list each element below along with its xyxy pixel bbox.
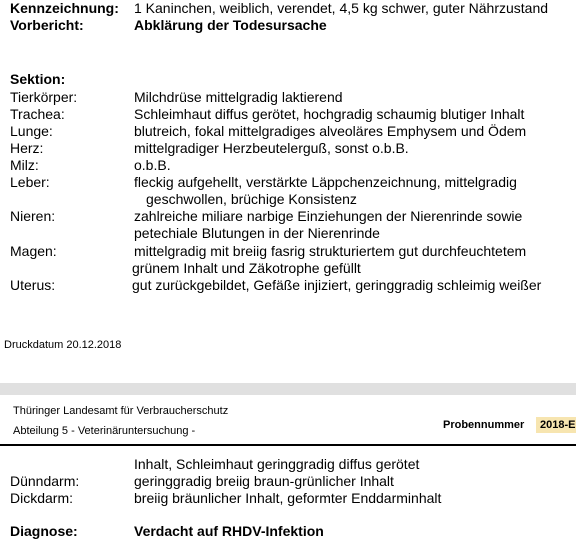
row-value-continued: grünem Inhalt und Zäkotrophe gefüllt (132, 260, 361, 276)
row-label: Tierkörper: (10, 89, 78, 105)
row-label: Milz: (10, 157, 39, 173)
row-label: Uterus: (10, 277, 56, 293)
row-value: mittelgradig mit breiig fasrig strukturiertem gut durchfeuchtetem (134, 243, 527, 259)
vorbericht-value: Abklärung der Todesursache (134, 17, 327, 33)
page-break (0, 383, 576, 395)
department-name: Abteilung 5 - Veterinäruntersuchung - (13, 425, 196, 437)
row-value: zahlreiche miliare narbige Einziehungen der Nierenrinde sowie (134, 208, 523, 224)
row-value: fleckig aufgehellt, verstärkte Läppchenzeichnung, mittelgradig (134, 174, 517, 190)
kennzeichnung-value: 1 Kaninchen, weiblich, verendet, 4,5 kg schwer, guter Nährzustand (134, 0, 549, 16)
row-label: Dickdarm: (10, 490, 74, 506)
vorbericht-label: Vorbericht: (10, 17, 84, 33)
row-value-continued: geschwollen, brüchige Konsistenz (146, 191, 357, 207)
row-value-continued: petechiale Blutungen in der Nierenrinde (134, 225, 380, 241)
row-value: geringgradig breiig braun-grünlicher Inhalt (134, 473, 394, 489)
sektion-title: Sektion: (10, 71, 66, 87)
row-label: Nieren: (10, 208, 56, 224)
kennzeichnung-label: Kennzeichnung: (10, 0, 119, 16)
row-label: Dünndarm: (10, 473, 80, 489)
probennummer-label: Probennummer (443, 419, 525, 431)
diagnose-value: Verdacht auf RHDV-Infektion (134, 523, 324, 539)
header-rule (0, 444, 576, 446)
row-value: Milchdrüse mittelgradig laktierend (134, 89, 343, 105)
row-label: Magen: (10, 243, 57, 259)
continued-text: Inhalt, Schleimhaut geringgradig diffus gerötet (134, 456, 420, 472)
row-label: Leber: (10, 174, 50, 190)
row-value: mittelgradiger Herzbeutelerguß, sonst o.b.B. (134, 140, 409, 156)
row-value: Schleimhaut diffus gerötet, hochgradig schaumig blutiger Inhalt (134, 106, 525, 122)
row-label: Lunge: (10, 123, 53, 139)
diagnose-label: Diagnose: (10, 523, 78, 539)
row-value: gut zurückgebildet, Gefäße injiziert, geringgradig schleimig weißer (132, 277, 542, 293)
row-label: Herz: (10, 140, 44, 156)
row-label: Trachea: (10, 106, 65, 122)
institution-name: Thüringer Landesamt für Verbraucherschutz (13, 405, 229, 417)
probennummer-value: 2018-E (536, 417, 576, 433)
row-value: blutreich, fokal mittelgradiges alveoläres Emphysem und Ödem (134, 123, 527, 139)
row-value: breiig bräunlicher Inhalt, geformter Enddarminhalt (134, 490, 442, 506)
row-value: o.b.B. (134, 157, 171, 173)
print-date: Druckdatum 20.12.2018 (4, 339, 122, 351)
